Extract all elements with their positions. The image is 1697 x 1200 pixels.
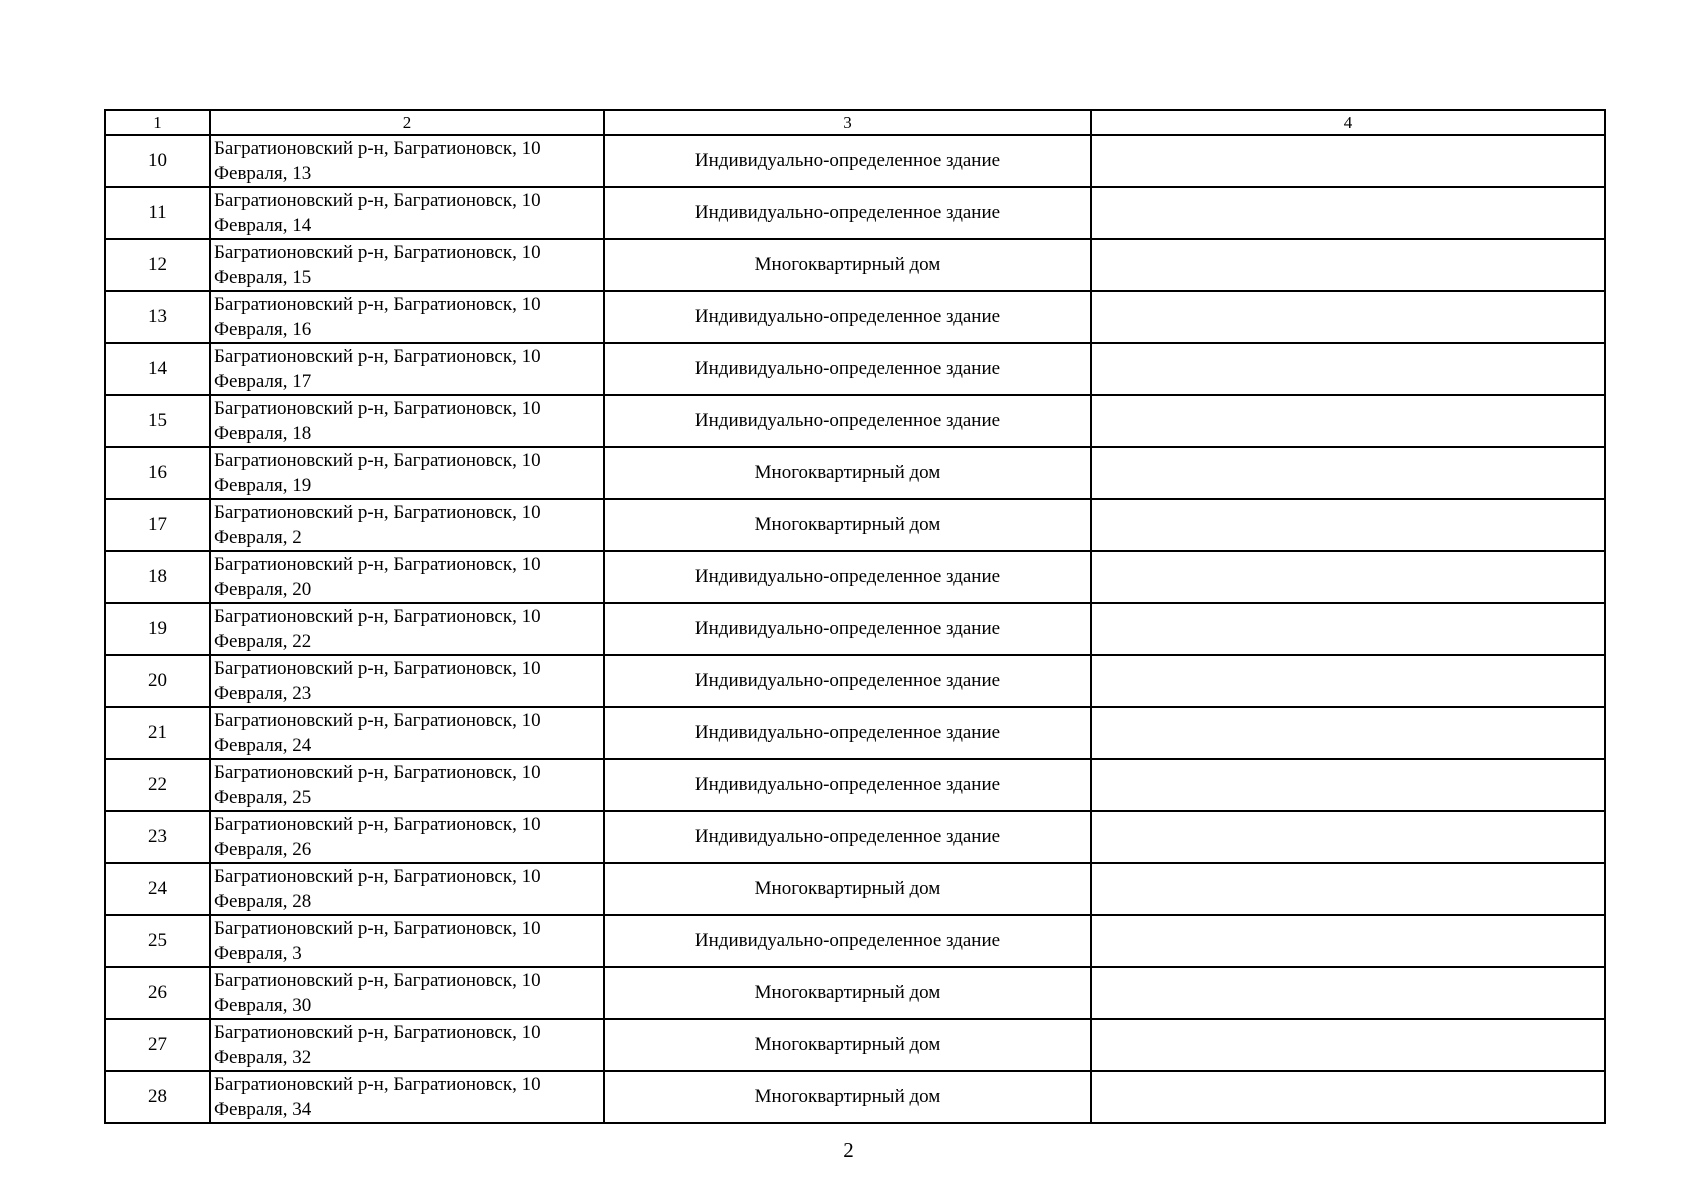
address-cell: Багратионовский р-н, Багратионовск, 10 Февраля, 17 [210,343,604,395]
note-cell [1091,239,1605,291]
table-row [105,707,1605,759]
building-type-cell: Индивидуально-определенное здание [604,187,1091,239]
table-row [105,135,1605,187]
table-row [105,811,1605,863]
table-body [105,135,1605,1123]
note-cell [1091,187,1605,239]
note-cell [1091,759,1605,811]
row-number-cell: 23 [105,811,210,863]
row-number-cell: 20 [105,655,210,707]
building-type-cell: Индивидуально-определенное здание [604,551,1091,603]
table-row [105,343,1605,395]
address-cell: Багратионовский р-н, Багратионовск, 10 Февраля, 20 [210,551,604,603]
building-type-cell: Индивидуально-определенное здание [604,135,1091,187]
note-cell [1091,1019,1605,1071]
table-row [105,499,1605,551]
row-number-cell: 25 [105,915,210,967]
address-cell: Багратионовский р-н, Багратионовск, 10 Февраля, 18 [210,395,604,447]
building-type-cell: Многоквартирный дом [604,239,1091,291]
page-number: 2 [843,1138,854,1162]
address-cell: Багратионовский р-н, Багратионовск, 10 Февраля, 30 [210,967,604,1019]
building-type-cell: Многоквартирный дом [604,967,1091,1019]
header-col-4: 4 [1091,110,1605,135]
building-type-cell: Индивидуально-определенное здание [604,707,1091,759]
note-cell [1091,395,1605,447]
table-row [105,863,1605,915]
note-cell [1091,655,1605,707]
building-type-cell: Индивидуально-определенное здание [604,811,1091,863]
building-type-cell: Индивидуально-определенное здание [604,759,1091,811]
address-cell: Багратионовский р-н, Багратионовск, 10 Февраля, 28 [210,863,604,915]
table-row [105,239,1605,291]
note-cell [1091,343,1605,395]
note-cell [1091,967,1605,1019]
row-number-cell: 26 [105,967,210,1019]
table-row [105,915,1605,967]
building-type-cell: Индивидуально-определенное здание [604,395,1091,447]
address-cell: Багратионовский р-н, Багратионовск, 10 Февраля, 26 [210,811,604,863]
building-type-cell: Индивидуально-определенное здание [604,603,1091,655]
table-row [105,967,1605,1019]
table-row [105,1071,1605,1123]
note-cell [1091,499,1605,551]
address-cell: Багратионовский р-н, Багратионовск, 10 Февраля, 22 [210,603,604,655]
note-cell [1091,1071,1605,1123]
building-type-cell: Многоквартирный дом [604,1019,1091,1071]
row-number-cell: 15 [105,395,210,447]
header-col-1: 1 [105,110,210,135]
row-number-cell: 14 [105,343,210,395]
row-number-cell: 19 [105,603,210,655]
table-header [105,110,1605,135]
address-cell: Багратионовский р-н, Багратионовск, 10 Февраля, 14 [210,187,604,239]
address-cell: Багратионовский р-н, Багратионовск, 10 Февраля, 32 [210,1019,604,1071]
row-number-cell: 12 [105,239,210,291]
row-number-cell: 11 [105,187,210,239]
table-row [105,1019,1605,1071]
row-number-cell: 22 [105,759,210,811]
header-row [105,110,1605,135]
address-cell: Багратионовский р-н, Багратионовск, 10 Февраля, 25 [210,759,604,811]
table-row [105,187,1605,239]
table-row [105,291,1605,343]
building-type-cell: Многоквартирный дом [604,447,1091,499]
address-cell: Багратионовский р-н, Багратионовск, 10 Февраля, 34 [210,1071,604,1123]
address-cell: Багратионовский р-н, Багратионовск, 10 Февраля, 16 [210,291,604,343]
building-type-cell: Многоквартирный дом [604,499,1091,551]
table-row [105,447,1605,499]
address-cell: Багратионовский р-н, Багратионовск, 10 Февраля, 19 [210,447,604,499]
building-type-cell: Индивидуально-определенное здание [604,915,1091,967]
note-cell [1091,135,1605,187]
building-type-cell: Многоквартирный дом [604,863,1091,915]
note-cell [1091,915,1605,967]
row-number-cell: 17 [105,499,210,551]
row-number-cell: 28 [105,1071,210,1123]
row-number-cell: 18 [105,551,210,603]
row-number-cell: 13 [105,291,210,343]
address-cell: Багратионовский р-н, Багратионовск, 10 Февраля, 23 [210,655,604,707]
table-row [105,759,1605,811]
row-number-cell: 10 [105,135,210,187]
header-col-3: 3 [604,110,1091,135]
table-row [105,395,1605,447]
building-type-cell: Индивидуально-определенное здание [604,291,1091,343]
row-number-cell: 27 [105,1019,210,1071]
row-number-cell: 24 [105,863,210,915]
note-cell [1091,291,1605,343]
table-row [105,603,1605,655]
table-row [105,551,1605,603]
address-cell: Багратионовский р-н, Багратионовск, 10 Февраля, 2 [210,499,604,551]
table-row [105,655,1605,707]
note-cell [1091,447,1605,499]
note-cell [1091,551,1605,603]
note-cell [1091,707,1605,759]
address-cell: Багратионовский р-н, Багратионовск, 10 Февраля, 15 [210,239,604,291]
note-cell [1091,603,1605,655]
address-cell: Багратионовский р-н, Багратионовск, 10 Февраля, 24 [210,707,604,759]
address-cell: Багратионовский р-н, Багратионовск, 10 Февраля, 13 [210,135,604,187]
note-cell [1091,863,1605,915]
building-type-cell: Индивидуально-определенное здание [604,343,1091,395]
header-col-2: 2 [210,110,604,135]
buildings-table [104,109,1606,1124]
building-type-cell: Индивидуально-определенное здание [604,655,1091,707]
building-type-cell: Многоквартирный дом [604,1071,1091,1123]
row-number-cell: 16 [105,447,210,499]
address-cell: Багратионовский р-н, Багратионовск, 10 Февраля, 3 [210,915,604,967]
note-cell [1091,811,1605,863]
row-number-cell: 21 [105,707,210,759]
